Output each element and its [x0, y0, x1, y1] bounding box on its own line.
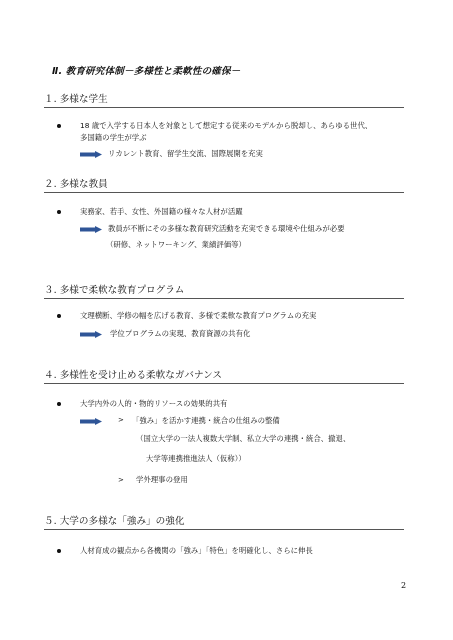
section-2-bullet: 実務家、若手、女性、外国籍の様々な人材が活躍 [80, 207, 243, 216]
section-2-arrow-cont: （研修、ネットワーキング、業績評価等） [106, 240, 246, 249]
section-5-bullet: 人材育成の観点から各機関の「強み」「特色」を明確化し、さらに伸長 [80, 546, 313, 555]
section-3-heading: ３. 多様で柔軟な教育プログラム [44, 284, 404, 299]
chevron-right-icon: > [118, 416, 124, 424]
section-4-sub2: 学外理事の登用 [136, 475, 188, 484]
section-2-arrow-text: 教員が不断にその多様な教育研究活動を充実できる環境や仕組みが必要 [108, 224, 345, 233]
arrow-right-icon [80, 418, 102, 425]
section-1-heading: １. 多様な学生 [44, 93, 404, 108]
section-5-heading: ５. 大学の多様な「強み」の強化 [44, 515, 404, 530]
section-2-heading: ２. 多様な教員 [44, 178, 404, 193]
chevron-right-icon: > [118, 476, 124, 484]
bullet-icon [57, 124, 61, 128]
bullet-icon [57, 314, 61, 318]
arrow-right-icon [80, 226, 102, 233]
bullet-icon [57, 549, 61, 553]
page-number: 2 [401, 581, 407, 590]
section-1-arrow-text: リカレント教育、留学生交流、国際展開を充実 [108, 149, 263, 158]
bullet-icon [57, 402, 61, 406]
section-4-heading: ４. 多様性を受け止める柔軟なガバナンス [44, 369, 404, 384]
section-1-bullet-cont: 多国籍の学生が学ぶ [80, 133, 147, 142]
page-title: Ⅱ. 教育研究体制－多様性と柔軟性の確保－ [52, 66, 241, 77]
section-3-bullet: 文理横断、学修の幅を広げる教育、多様で柔軟な教育プログラムの充実 [80, 311, 317, 320]
section-4-bullet: 大学内外の人的・物的リソースの効果的共有 [80, 399, 228, 408]
section-4-sub1-cont1: （国立大学の一法人複数大学制、私立大学の連携・統合、撤退、 [136, 434, 351, 443]
arrow-right-icon [80, 331, 102, 338]
arrow-right-icon [80, 151, 102, 158]
section-4-sub1-cont2: 大学等連携推進法人（仮称）） [146, 454, 246, 463]
section-1-bullet: 18 歳で入学する日本人を対象として想定する従来のモデルから脱却し、あらゆる世代、 [80, 121, 373, 130]
section-3-arrow-text: 学位プログラムの実現、教育資源の共有化 [110, 329, 251, 338]
bullet-icon [57, 210, 61, 214]
section-4-sub1: 「強み」を活かす連携・統合の仕組みの整備 [132, 416, 280, 425]
